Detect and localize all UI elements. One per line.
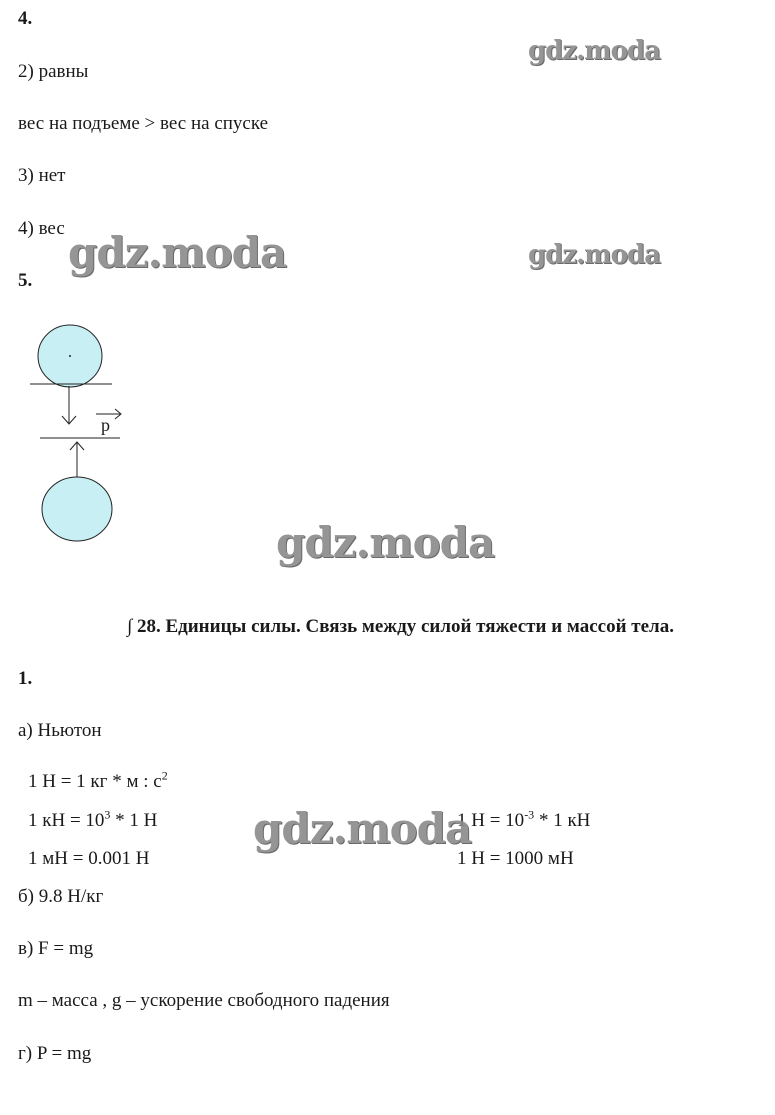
vector-label: p — [101, 415, 110, 435]
task4-heading: 4. — [18, 8, 33, 29]
task4-compare: вес на подъеме > вес на спуске — [18, 113, 269, 134]
task4-item4: 4) вес — [18, 218, 65, 239]
task1-m-def: m – масса , g – ускорение свободного падения — [18, 990, 390, 1011]
eq-newton: 1 Н = 1 кг * м : $с^2$ — [28, 768, 168, 792]
watermark: gdz.moda — [253, 804, 472, 853]
task5-heading: 5. — [18, 270, 33, 291]
task4-item2: 2) равны — [18, 61, 89, 82]
task1-heading: 1. — [18, 668, 33, 689]
eq-newton-to-kn: 1 $Н = 10^{-3} * 1$ кН — [457, 807, 591, 831]
eq-newton-to-mn: 1 Н = 1000 мН — [457, 848, 574, 869]
watermark: gdz.moda — [528, 36, 661, 66]
watermark: gdz.moda — [528, 240, 661, 270]
eq-millinewton: 1 мН = 0.001 Н — [28, 848, 150, 869]
task4-item3: 3) нет — [18, 165, 66, 186]
task1-a: а) Ньютон — [18, 720, 102, 741]
task1-c: в) F = mg — [18, 938, 94, 959]
upper-ball-center — [69, 355, 71, 357]
watermark: gdz.moda — [68, 228, 287, 277]
task1-d: г) P = mg — [18, 1043, 92, 1064]
watermark: gdz.moda — [276, 518, 495, 567]
task1-b: б) 9.8 Н/кг — [18, 886, 104, 907]
eq-kilonewton: 1 кН = $10^3 * 1$ Н — [28, 807, 158, 831]
section-title: ∫ 28. Единицы силы. Связь между силой тяжести и массой тела. — [127, 616, 674, 637]
lower-ball — [42, 477, 112, 541]
